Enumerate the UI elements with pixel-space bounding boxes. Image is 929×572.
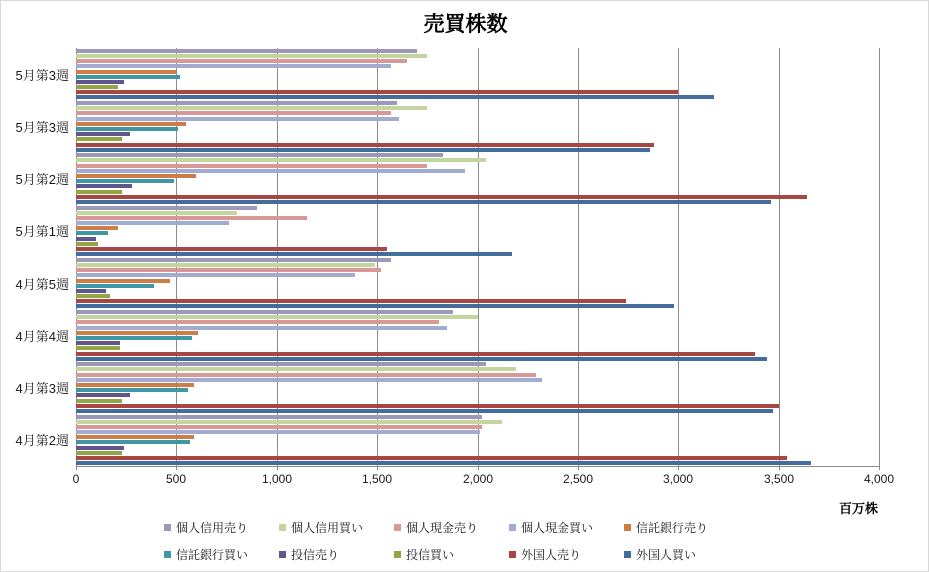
bar: [76, 258, 391, 262]
bar: [76, 237, 96, 241]
legend-item: [509, 519, 624, 536]
y-category-label: 4月第4週: [15, 328, 69, 344]
bar: [76, 231, 108, 235]
bar: [76, 252, 512, 256]
legend-marker-icon: [394, 524, 401, 531]
legend-label: 個人信用買い: [291, 521, 364, 535]
axis-tick: [478, 467, 479, 470]
legend-label: 個人現金買い: [521, 521, 594, 535]
bar: [76, 425, 482, 429]
bar: [76, 279, 170, 283]
x-tick-label: 0: [72, 472, 80, 486]
legend-item: [394, 519, 509, 536]
bar: [76, 216, 307, 220]
bar: [76, 70, 176, 74]
y-category-label: 4月第5週: [15, 276, 69, 292]
chart-title: 売買株数: [423, 13, 508, 36]
legend-label: 外国人買い: [636, 548, 697, 562]
legend-marker-icon: [509, 551, 516, 558]
bar: [76, 200, 771, 204]
bar: [76, 451, 122, 455]
legend-label: 投信買い: [406, 548, 455, 562]
y-category-label: 5月第3週: [15, 67, 69, 83]
bar: [76, 435, 194, 439]
bar: [76, 420, 502, 424]
bar: [76, 388, 188, 392]
bar: [76, 346, 120, 350]
x-tick-label: 1,000: [261, 472, 293, 486]
bar-group: [76, 414, 879, 466]
bar: [76, 195, 807, 199]
axis-tick: [779, 467, 780, 470]
bar: [76, 59, 407, 63]
legend-item: [164, 519, 279, 536]
legend-item: [279, 546, 394, 563]
bar: [76, 206, 257, 210]
bar: [76, 111, 391, 115]
bar: [76, 393, 130, 397]
bar: [76, 247, 387, 251]
bar: [76, 415, 482, 419]
axis-unit-label: 百万株: [838, 501, 878, 516]
axis-tick: [377, 467, 378, 470]
y-category-label: 4月第2週: [15, 433, 69, 449]
legend-label: 個人信用売り: [176, 521, 249, 535]
legend-marker-icon: [624, 524, 631, 531]
bar: [76, 326, 447, 330]
bar: [76, 446, 124, 450]
x-tick-label: 1,500: [361, 472, 393, 486]
legend-marker-icon: [164, 524, 171, 531]
bar: [76, 49, 417, 53]
bar: [76, 440, 190, 444]
bar: [76, 461, 811, 465]
legend-item: [279, 519, 394, 536]
bar: [76, 357, 767, 361]
bar: [76, 373, 536, 377]
x-tick-label: 3,500: [763, 472, 795, 486]
axis-tick: [76, 467, 77, 470]
bar-group: [76, 309, 879, 361]
bar: [76, 362, 486, 366]
bar: [76, 352, 755, 356]
bar: [76, 331, 198, 335]
bar: [76, 184, 132, 188]
x-tick-label: 500: [165, 472, 187, 486]
bar: [76, 132, 130, 136]
x-tick-label: 4,000: [863, 472, 895, 486]
plot-area: [76, 48, 879, 466]
y-category-label: 5月第1週: [15, 224, 69, 240]
bar: [76, 54, 427, 58]
bar-group: [76, 100, 879, 152]
bar: [76, 153, 443, 157]
legend-item: [624, 546, 739, 563]
bar: [76, 456, 787, 460]
bar: [76, 263, 375, 267]
bar: [76, 409, 773, 413]
legend-label: 信託銀行売り: [636, 521, 709, 535]
bar: [76, 367, 516, 371]
bar: [76, 95, 714, 99]
bar: [76, 304, 674, 308]
legend-marker-icon: [279, 524, 286, 531]
bar: [76, 221, 229, 225]
bar: [76, 122, 186, 126]
legend-label: 外国人売り: [521, 548, 582, 562]
legend-label: 投信売り: [291, 548, 340, 562]
bar: [76, 179, 174, 183]
bar: [76, 211, 237, 215]
bar: [76, 143, 654, 147]
axis-tick: [678, 467, 679, 470]
bar: [76, 341, 120, 345]
legend-marker-icon: [279, 551, 286, 558]
bar-group: [76, 257, 879, 309]
bar: [76, 404, 779, 408]
chart-legend: [164, 514, 739, 568]
axis-tick: [277, 467, 278, 470]
bar: [76, 284, 154, 288]
x-tick-label: 2,000: [462, 472, 494, 486]
legend-row: [164, 541, 739, 568]
bar: [76, 127, 178, 131]
bar: [76, 106, 427, 110]
bar: [76, 190, 122, 194]
bar: [76, 336, 192, 340]
bar: [76, 174, 196, 178]
x-tick-label: 2,500: [562, 472, 594, 486]
bar: [76, 158, 486, 162]
y-category-label: 5月第2週: [15, 172, 69, 188]
bar: [76, 320, 439, 324]
bar: [76, 80, 124, 84]
y-category-label: 4月第3週: [15, 381, 69, 397]
bar: [76, 148, 650, 152]
bar-group: [76, 153, 879, 205]
bar: [76, 378, 542, 382]
bar: [76, 169, 465, 173]
bar: [76, 90, 678, 94]
bar: [76, 383, 194, 387]
legend-row: [164, 514, 739, 541]
bar: [76, 164, 427, 168]
legend-marker-icon: [394, 551, 401, 558]
legend-label: 個人現金売り: [406, 521, 479, 535]
axis-tick: [176, 467, 177, 470]
bar: [76, 430, 480, 434]
bar: [76, 242, 98, 246]
bar: [76, 289, 106, 293]
bar: [76, 294, 110, 298]
axis-tick: [879, 467, 880, 470]
legend-item: [624, 519, 739, 536]
bar: [76, 299, 626, 303]
bar-group: [76, 48, 879, 100]
bar: [76, 137, 122, 141]
bar: [76, 268, 381, 272]
bar: [76, 75, 180, 79]
bar-group: [76, 205, 879, 257]
bar: [76, 399, 122, 403]
legend-item: [509, 546, 624, 563]
legend-marker-icon: [509, 524, 516, 531]
legend-item: [164, 546, 279, 563]
y-category-label: 5月第3週: [15, 119, 69, 135]
bar: [76, 85, 118, 89]
bar-group: [76, 362, 879, 414]
bar: [76, 310, 453, 314]
axis-tick: [578, 467, 579, 470]
legend-marker-icon: [624, 551, 631, 558]
gridline: [879, 48, 880, 466]
x-tick-label: 3,000: [662, 472, 694, 486]
bar: [76, 64, 391, 68]
legend-label: 信託銀行買い: [176, 548, 249, 562]
bar: [76, 101, 397, 105]
bar: [76, 273, 355, 277]
legend-item: [394, 546, 509, 563]
legend-marker-icon: [164, 551, 171, 558]
bar: [76, 226, 118, 230]
bar: [76, 315, 478, 319]
bar: [76, 117, 399, 121]
